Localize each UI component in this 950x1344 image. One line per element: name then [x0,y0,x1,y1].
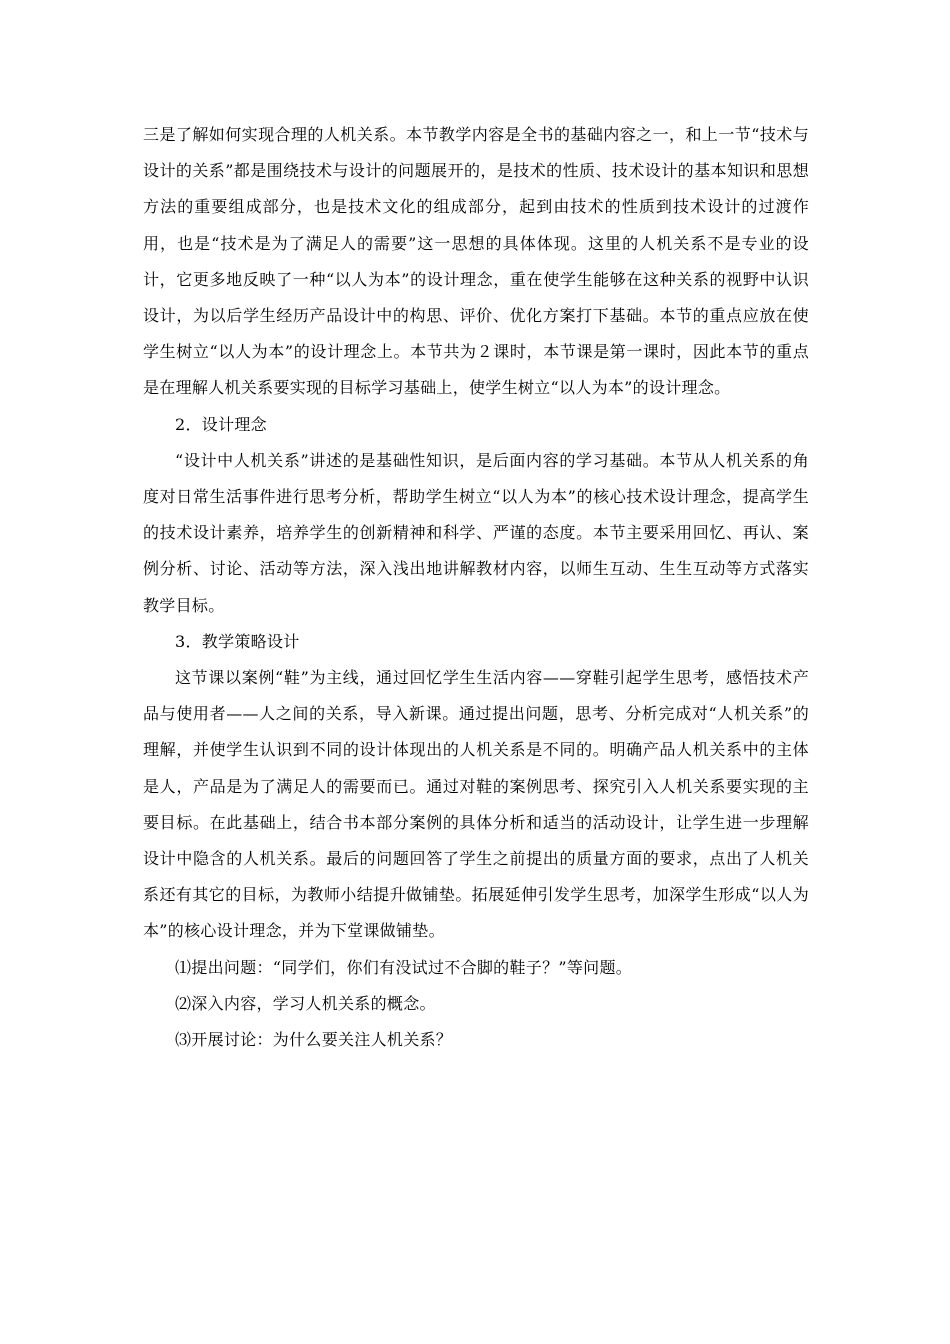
paragraph-intro: 三是了解如何实现合理的人机关系。本节教学内容是全书的基础内容之一，和上一节“技术与设计的关系”都是围绕技术与设计的问题展开的，是技术的性质、技术设计的基本知识和思想方法的重要组成部分，也是技术文化的组成部分，起到由技术的性质到技术设计的过渡作用，也是“技术是为了满足人的需要”这一思想的具体体现。这里的人机关系不是专业的设计，它更多地反映了一种“以人为本”的设计理念，重在使学生能够在这种关系的视野中认识设计，为以后学生经历产品设计中的构思、评价、优化方案打下基础。本节的重点应放在使学生树立“以人为本”的设计理念上。本节共为２课时，本节课是第一课时，因此本节的重点是在理解人机关系要实现的目标学习基础上，使学生树立“以人为本”的设计理念。 [143,125,809,398]
list-item-step-2: ⑵深入内容，学习人机关系的概念。 [175,993,436,1013]
document-body [143,117,809,1058]
list-item-step-1: ⑴提出问题：“同学们，你们有没试过不合脚的鞋子？”等问题。 [175,957,633,977]
list-item-step-3: ⑶开展讨论：为什么要关注人机关系？ [175,1030,453,1050]
paragraph-design-concept: “设计中人机关系”讲述的是基础性知识，是后面内容的学习基础。本节从人机关系的角度对日常生活事件进行思考分析，帮助学生树立“以人为本”的核心技术设计理念，提高学生的技术设计素养，培养学生的创新精神和科学、严谨的态度。本节主要采用回忆、再认、案例分析、讨论、活动等方法，深入浅出地讲解教材内容，以师生互动、生生互动等方式落实教学目标。 [143,450,809,615]
section-heading-teaching-strategy: 3．教学策略设计 [175,631,300,651]
section-heading-design-concept: 2．设计理念 [175,414,267,434]
paragraph-teaching-strategy: 这节课以案例“鞋”为主线，通过回忆学生生活内容——穿鞋引起学生思考，感悟技术产品与使用者——人之间的关系，导入新课。通过提出问题，思考、分析完成对“人机关系”的理解，并使学生认识到不同的设计体现出的人机关系是不同的。明确产品人机关系中的主体是人，产品是为了满足人的需要而已。通过对鞋的案例思考、探究引入人机关系要实现的主要目标。在此基础上，结合书本部分案例的具体分析和适当的活动设计，让学生进一步理解设计中隐含的人机关系。最后的问题回答了学生之前提出的质量方面的要求，点出了人机关系还有其它的目标，为教师小结提升做铺垫。拓展延伸引发学生思考，加深学生形成“以人为本”的核心设计理念，并为下堂课做铺垫。 [143,668,809,941]
